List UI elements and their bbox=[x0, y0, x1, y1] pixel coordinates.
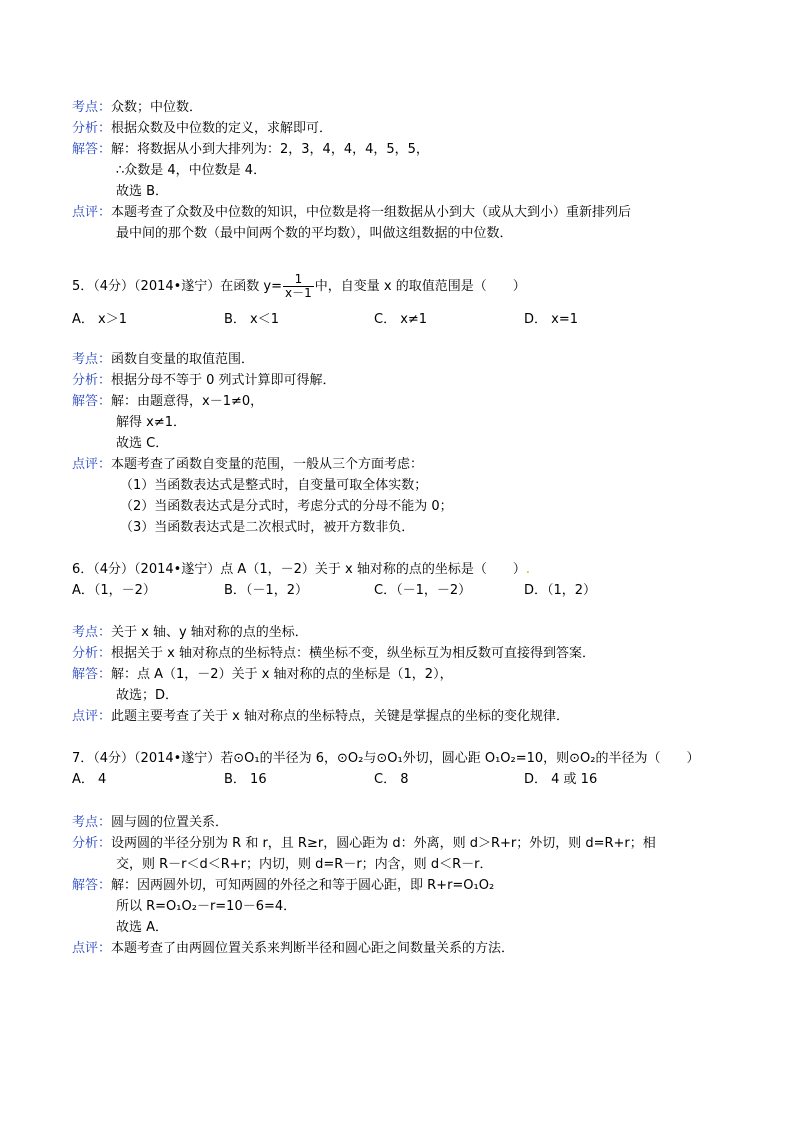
q7-option-c: C． 8 bbox=[374, 772, 409, 787]
fraction-denominator: x－1 bbox=[285, 286, 312, 300]
q6-fenxi-text: 根据关于 x 轴对称点的坐标特点：横坐标不变，纵坐标互为相反数可直接得到答案． bbox=[111, 646, 595, 661]
q6-option-d: D．（1，2） bbox=[524, 583, 597, 598]
fraction-numerator: 1 bbox=[283, 273, 314, 287]
q7-fenxi-row bbox=[72, 835, 656, 853]
q5-option-d: D． x=1 bbox=[524, 312, 578, 327]
q6-jieda-line: 故选；D． bbox=[116, 688, 179, 703]
q5-fenxi-text: 根据分母不等于 0 列式计算即可得解． bbox=[111, 373, 336, 388]
q4-jieda-row bbox=[72, 141, 429, 159]
fenxi-label: 分析： bbox=[72, 373, 112, 388]
q5-stem bbox=[72, 272, 526, 302]
q6-stem-text: 6．（4分）（2014•遂宁）点 A（1，－2）关于 x 轴对称的点的坐标是（ ） bbox=[72, 562, 526, 577]
q6-option-c: C．（－1，－2） bbox=[374, 583, 472, 598]
q4-kaodian-text: 众数；中位数． bbox=[111, 100, 203, 115]
dianping-label: 点评： bbox=[72, 941, 112, 956]
q6-stem bbox=[72, 561, 530, 579]
q7-jieda-line: 解：因两圆外切，可知两圆的外径之和等于圆心距，即 R+r=O₁O₂ bbox=[111, 878, 495, 893]
jieda-label: 解答： bbox=[72, 142, 112, 157]
q6-kaodian-text: 关于 x 轴、y 轴对称的点的坐标． bbox=[111, 625, 308, 640]
q5-option-b: B． x＜1 bbox=[224, 312, 280, 327]
q5-dianping-line: 本题考查了函数自变量的范围，一般从三个方面考虑： bbox=[111, 457, 424, 472]
fenxi-label: 分析： bbox=[72, 121, 112, 136]
q6-jieda-line: 解：点 A（1，－2）关于 x 轴对称的点的坐标是（1，2）， bbox=[111, 667, 453, 682]
q7-dianping-text: 本题考查了由两圆位置关系来判断半径和圆心距之间数量关系的方法． bbox=[111, 941, 515, 956]
q7-jieda-row bbox=[72, 877, 494, 895]
q5-dianping-line: （3）当函数表达式是二次根式时，被开方数非负． bbox=[120, 520, 415, 535]
q6-fenxi-row bbox=[72, 645, 595, 663]
q5-stem-pre: 5．（4分）（2014•遂宁）在函数 y= bbox=[72, 279, 283, 294]
q5-jieda-line: 解：由题意得，x－1≠0， bbox=[111, 394, 264, 409]
q5-dianping-line: （1）当函数表达式是整式时，自变量可取全体实数； bbox=[120, 478, 428, 493]
q4-kaodian-row bbox=[72, 99, 202, 117]
q7-option-b: B． 16 bbox=[224, 772, 267, 787]
q5-option-c: C． x≠1 bbox=[374, 312, 428, 327]
dianping-label: 点评： bbox=[72, 709, 112, 724]
q4-jieda-line: 故选 B． bbox=[116, 184, 169, 199]
dianping-label: 点评： bbox=[72, 457, 112, 472]
dianping-label: 点评： bbox=[72, 205, 112, 220]
q7-kaodian-row bbox=[72, 814, 228, 832]
fraction bbox=[283, 273, 314, 300]
q6-dianping-text: 此题主要考查了关于 x 轴对称点的坐标特点，关键是掌握点的坐标的变化规律． bbox=[111, 709, 569, 724]
q4-dianping-row bbox=[72, 204, 631, 222]
q6-option-a: A．（1，－2） bbox=[72, 583, 156, 598]
q5-jieda-line: 解得 x≠1． bbox=[116, 415, 186, 430]
q7-option-d: D． 4 或 16 bbox=[524, 772, 598, 787]
q7-fenxi-line: 设两圆的半径分别为 R 和 r，且 R≥r，圆心距为 d：外离，则 d＞R+r；外切，则 d=R+r；相 bbox=[111, 836, 656, 851]
q4-jieda-line: ∴众数是 4，中位数是 4． bbox=[116, 163, 267, 178]
q5-option-a: A． x＞1 bbox=[72, 312, 127, 327]
q4-dianping-line: 本题考查了众数及中位数的知识，中位数是将一组数据从小到大（或从大到小）重新排列后 bbox=[111, 205, 632, 220]
q6-kaodian-row bbox=[72, 624, 308, 642]
q7-dianping-row bbox=[72, 940, 514, 958]
q5-kaodian-row bbox=[72, 351, 254, 369]
fenxi-label: 分析： bbox=[72, 646, 112, 661]
q7-kaodian-text: 圆与圆的位置关系． bbox=[111, 815, 229, 830]
q5-fenxi-row bbox=[72, 372, 336, 390]
q6-stem-dot: . bbox=[525, 562, 530, 577]
q5-dianping-row bbox=[72, 456, 423, 474]
kaodian-label: 考点： bbox=[72, 352, 112, 367]
q7-stem: 7．（4分）（2014•遂宁）若⊙O₁的半径为 6，⊙O₂与⊙O₁外切，圆心距 O₁O₂=10，则⊙O₂的半径为（ ） bbox=[72, 751, 700, 766]
q4-dianping-line: 最中间的那个数（最中间两个数的平均数），叫做这组数据的中位数． bbox=[116, 226, 513, 241]
q4-jieda-line: 解：将数据从小到大排列为：2，3，4，4，4，5，5， bbox=[111, 142, 429, 157]
q7-jieda-line: 所以 R=O₁O₂－r=10－6=4． bbox=[116, 899, 297, 914]
jieda-label: 解答： bbox=[72, 394, 112, 409]
q7-fenxi-line: 交，则 R－r＜d＜R+r；内切，则 d=R－r；内含，则 d＜R－r． bbox=[116, 857, 493, 872]
q6-jieda-row bbox=[72, 666, 453, 684]
fenxi-label: 分析： bbox=[72, 836, 112, 851]
q5-jieda-row bbox=[72, 393, 263, 411]
kaodian-label: 考点： bbox=[72, 625, 112, 640]
kaodian-label: 考点： bbox=[72, 815, 112, 830]
q5-dianping-line: （2）当函数表达式是分式时，考虑分式的分母不能为 0； bbox=[120, 499, 453, 514]
q4-fenxi-row bbox=[72, 120, 332, 138]
q4-fenxi-text: 根据众数及中位数的定义，求解即可． bbox=[111, 121, 333, 136]
q5-jieda-line: 故选 C． bbox=[116, 436, 169, 451]
q6-option-b: B．（－1，2） bbox=[224, 583, 308, 598]
q7-jieda-line: 故选 A． bbox=[116, 920, 169, 935]
q6-dianping-row bbox=[72, 708, 569, 726]
q7-option-a: A． 4 bbox=[72, 772, 107, 787]
jieda-label: 解答： bbox=[72, 667, 112, 682]
q5-kaodian-text: 函数自变量的取值范围． bbox=[111, 352, 255, 367]
q5-stem-post: 中，自变量 x 的取值范围是（ ） bbox=[314, 279, 526, 294]
kaodian-label: 考点： bbox=[72, 100, 112, 115]
jieda-label: 解答： bbox=[72, 878, 112, 893]
